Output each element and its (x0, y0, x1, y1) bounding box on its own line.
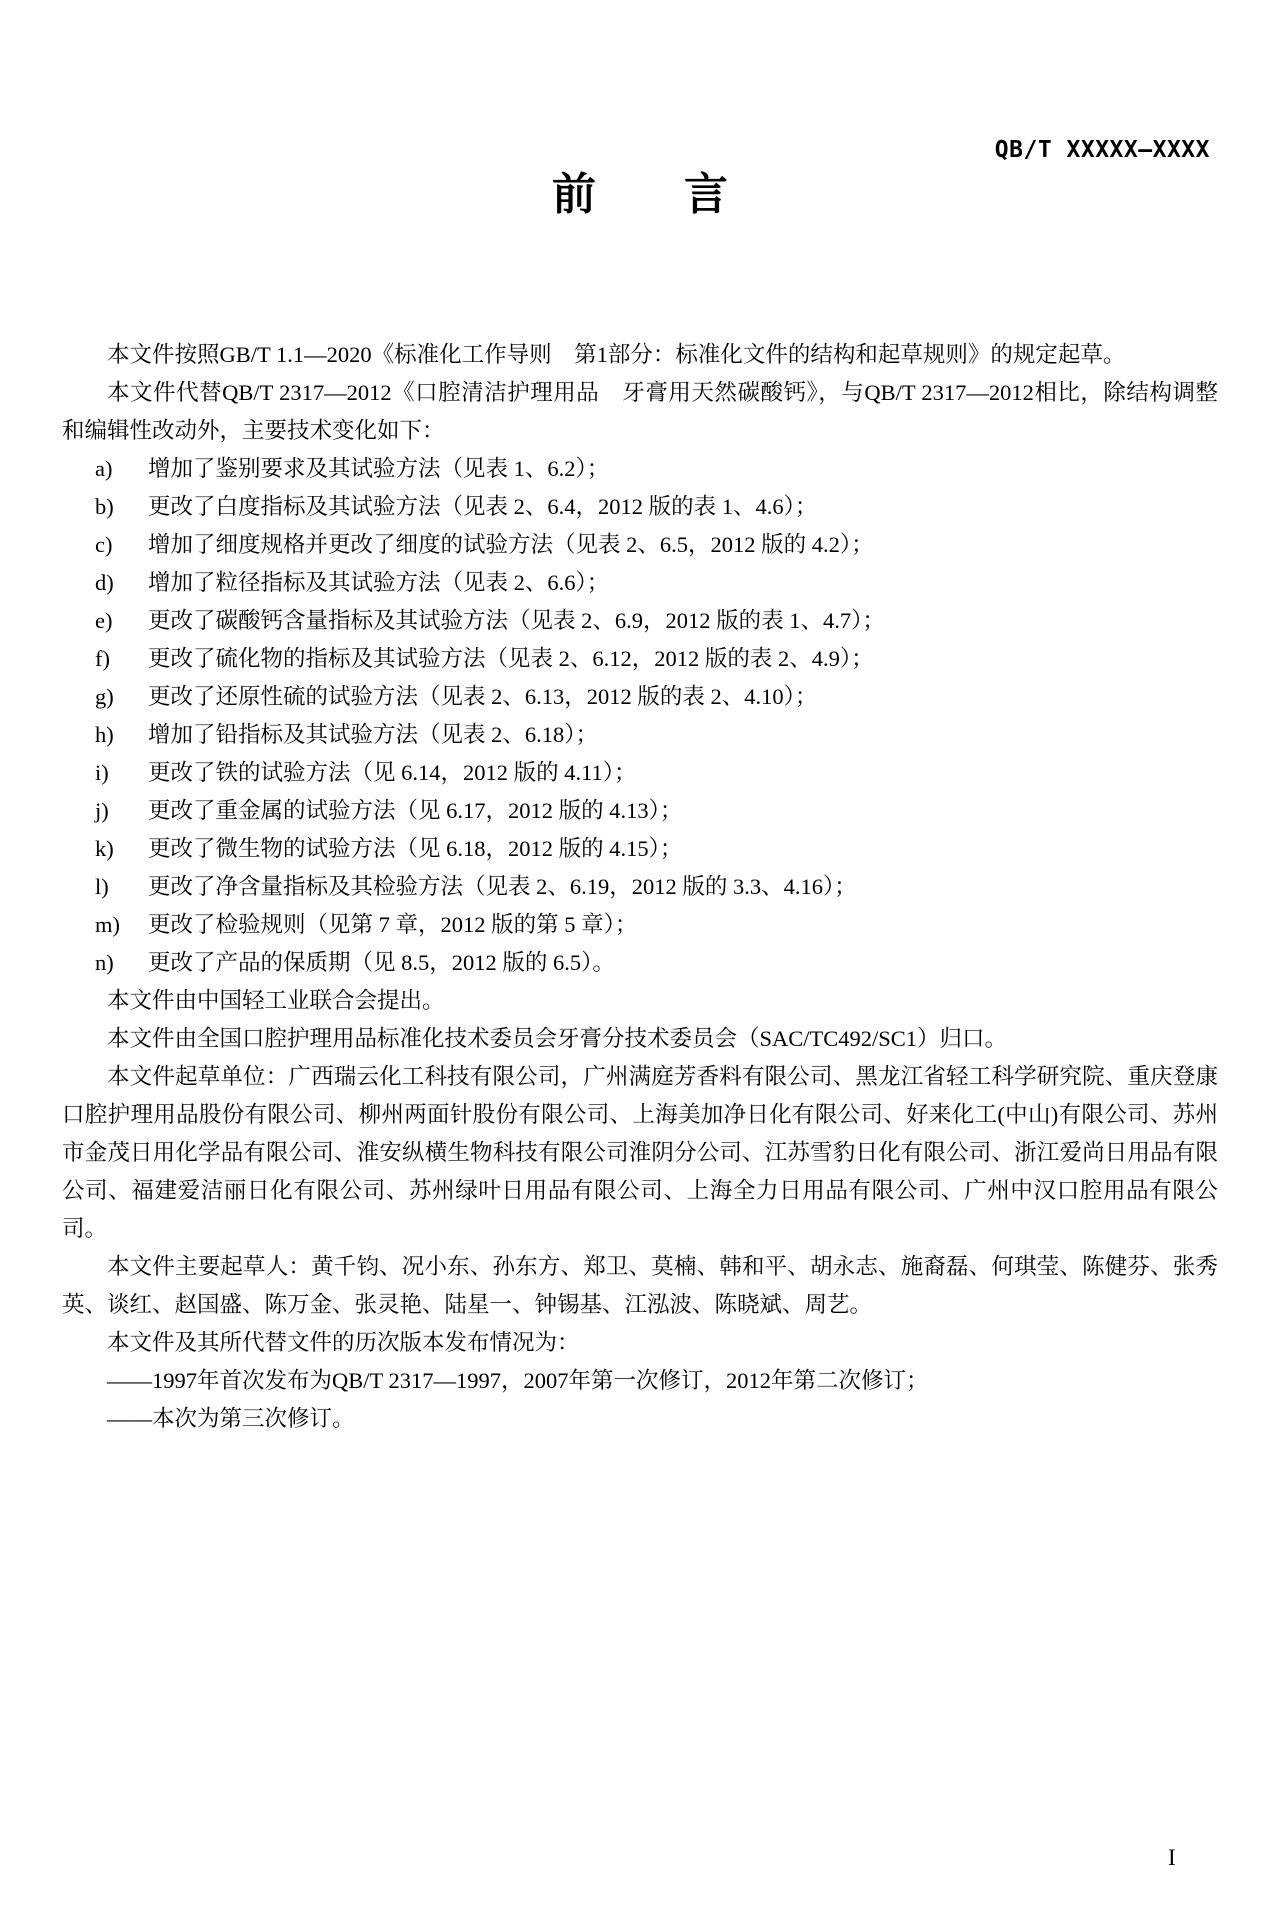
change-item-text: 更改了还原性硫的试验方法（见表 2、6.13，2012 版的表 2、4.10）； (148, 684, 818, 709)
change-item-text: 增加了铅指标及其试验方法（见表 2、6.18）； (148, 722, 599, 747)
change-item-label: e) (95, 608, 113, 633)
history-item: ——1997年首次发布为QB/T 2317—1997，2007年第一次修订，2012年第二次修订； (107, 1368, 929, 1393)
changes-list (62, 450, 1218, 982)
change-item (95, 564, 1218, 602)
change-item-label: j) (95, 798, 109, 823)
change-item-label: a) (95, 456, 113, 481)
change-item-text: 增加了细度规格并更改了细度的试验方法（见表 2、6.5，2012 版的 4.2）； (148, 532, 874, 557)
page-title: 前 言 (552, 170, 728, 219)
change-item (95, 830, 1218, 868)
change-item (95, 526, 1218, 564)
change-item (95, 792, 1218, 830)
change-item (95, 868, 1218, 906)
paragraph-replacement: 本文件代替QB/T 2317—2012《口腔清洁护理用品 牙膏用天然碳酸钙》，与QB/T 2317—2012相比，除结构调整和编辑性改动外，主要技术变化如下： (62, 380, 1218, 443)
change-item (95, 488, 1218, 526)
change-item-text: 更改了微生物的试验方法（见 6.18，2012 版的 4.15）； (148, 836, 683, 861)
change-item-text: 更改了重金属的试验方法（见 6.17，2012 版的 4.13）； (148, 798, 683, 823)
change-item-label: h) (95, 722, 114, 747)
change-item-label: d) (95, 570, 114, 595)
change-item-text: 增加了鉴别要求及其试验方法（见表 1、6.2）； (148, 456, 610, 481)
change-item-label: i) (95, 760, 109, 785)
paragraph-drafters: 本文件主要起草人：黄千钧、况小东、孙东方、郑卫、莫楠、韩和平、胡永志、施裔磊、何琪莹、陈健芬、张秀英、谈红、赵国盛、陈万金、张灵艳、陆星一、钟锡基、江泓波、陈晓斌、周艺。 (62, 1254, 1218, 1317)
change-item-text: 更改了碳酸钙含量指标及其试验方法（见表 2、6.9，2012 版的表 1、4.7）； (148, 608, 885, 633)
document-code: QB/T XXXXX—XXXX (994, 137, 1210, 163)
change-item (95, 450, 1218, 488)
change-item (95, 640, 1218, 678)
change-item-text: 更改了铁的试验方法（见 6.14，2012 版的 4.11）； (148, 760, 637, 785)
history-item: ——本次为第三次修订。 (107, 1406, 355, 1431)
paragraph-history-intro: 本文件及其所代替文件的历次版本发布情况为： (107, 1330, 580, 1355)
change-item-text: 增加了粒径指标及其试验方法（见表 2、6.6）； (148, 570, 610, 595)
change-item-label: l) (95, 874, 109, 899)
change-item (95, 944, 1218, 982)
paragraph-drafting-units: 本文件起草单位：广西瑞云化工科技有限公司，广州满庭芳香料有限公司、黑龙江省轻工科学研究院、重庆登康口腔护理用品股份有限公司、柳州两面针股份有限公司、上海美加净日化有限公司、好来化工(中山)有限公司、苏州市金茂日用化学品有限公司、淮安纵横生物科技有限公司淮阴分公司、江苏雪豹日化有限公司、浙江爱尚日用品有限公司、福建爱洁丽日化有限公司、苏州绿叶日用品有限公司、上海全力日用品有限公司、广州中汉口腔用品有限公司。 (62, 1064, 1218, 1241)
foreword-body (62, 336, 1218, 1438)
change-item-label: m) (95, 912, 120, 937)
paragraph-centralized-by: 本文件由全国口腔护理用品标准化技术委员会牙膏分技术委员会（SAC/TC492/SC1）归口。 (107, 1026, 1008, 1051)
change-item (95, 602, 1218, 640)
change-item-text: 更改了白度指标及其试验方法（见表 2、6.4，2012 版的表 1、4.6）； (148, 494, 818, 519)
change-item-text: 更改了产品的保质期（见 8.5，2012 版的 6.5）。 (148, 950, 615, 975)
change-item-text: 更改了硫化物的指标及其试验方法（见表 2、6.12，2012 版的表 2、4.9）； (148, 646, 874, 671)
change-item (95, 906, 1218, 944)
change-item-label: g) (95, 684, 114, 709)
history-list (62, 1362, 1218, 1438)
paragraph-proposed-by: 本文件由中国轻工业联合会提出。 (107, 988, 445, 1013)
change-item (95, 716, 1218, 754)
change-item-label: n) (95, 950, 114, 975)
change-item-text: 更改了净含量指标及其检验方法（见表 2、6.19，2012 版的 3.3、4.16）； (148, 874, 857, 899)
change-item-label: f) (95, 646, 110, 671)
change-item-label: b) (95, 494, 114, 519)
paragraph-standard-basis: 本文件按照GB/T 1.1—2020《标准化工作导则 第1部分：标准化文件的结构和起草规则》的规定起草。 (107, 342, 1126, 367)
change-item-label: k) (95, 836, 114, 861)
change-item-label: c) (95, 532, 113, 557)
change-item-text: 更改了检验规则（见第 7 章，2012 版的第 5 章）； (148, 912, 638, 937)
change-item (95, 754, 1218, 792)
change-item (95, 678, 1218, 716)
page-number: I (1168, 1845, 1176, 1870)
